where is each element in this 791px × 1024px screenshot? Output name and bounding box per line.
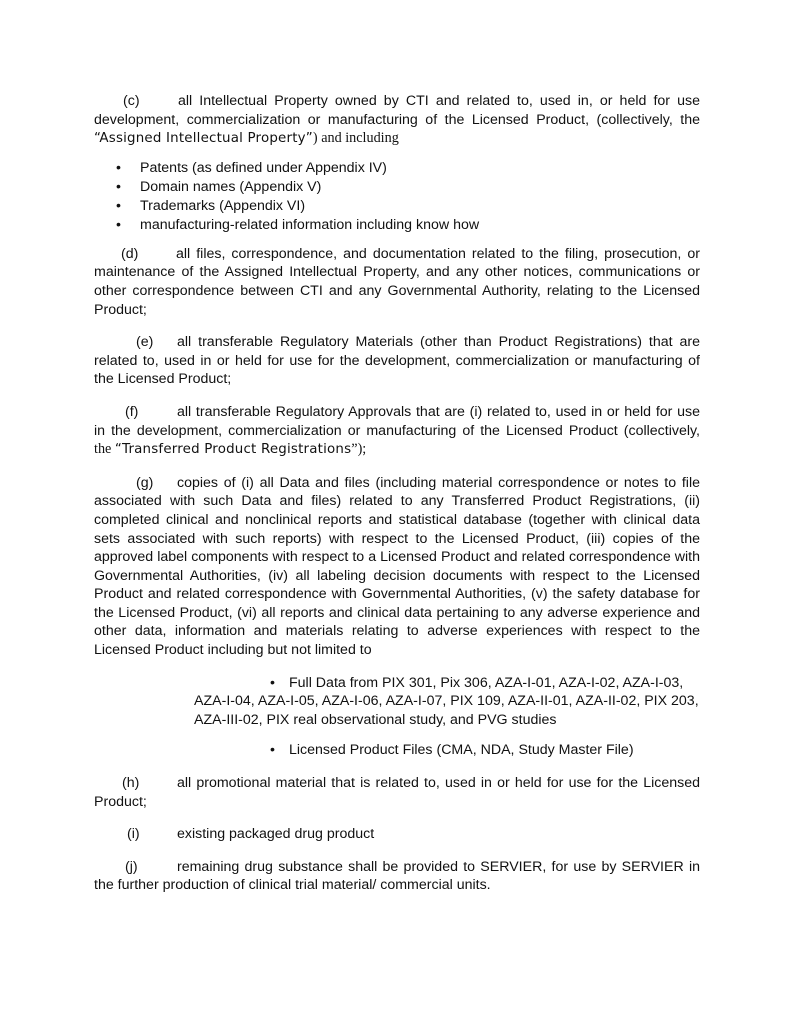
bullet-icon: • — [116, 178, 121, 195]
bullet-icon: • — [116, 197, 121, 214]
paragraph-label: (h) — [122, 775, 140, 792]
defined-term: “Transferred Product Registrations — [114, 442, 352, 458]
paragraph-label: (g) — [136, 474, 154, 491]
paragraph-c — [94, 92, 700, 149]
paragraph-label: (e) — [136, 334, 154, 351]
paragraph-text: all transferable Regulatory Approvals that are (i) related to, used in or held for use in the development, commercialization or manufacturing of the Licensed Product (collectively, — [94, 403, 700, 439]
paragraph-label: (d) — [121, 245, 139, 262]
paragraph-text: remaining drug substance shall be provided to SERVIER, for use by SERVIER in the further production of clinical trial material/ commercial units. — [94, 858, 700, 894]
list-item: • manufacturing-related information including know how — [116, 216, 480, 233]
sub-bullet-list — [94, 674, 700, 760]
list-item: • Full Data from PIX 301, Pix 306, AZA-I-01, AZA-I-02, AZA-I-03, AZA-I-04, AZA-I-05, AZA-I-06, AZA-I-07, PIX 109, AZA-II-01, AZA-II-02, PIX 203, AZA-III-02, PIX real observational study, and PVG studies — [194, 674, 699, 728]
paragraph-text: all Intellectual Property owned by CTI and related to, used in, or held for use development, commercialization or manufacturing of the Licensed Product, (collectively, the — [94, 93, 700, 128]
bullet-icon: • — [270, 742, 275, 759]
paragraph-e — [94, 333, 700, 389]
paragraph-text: all files, correspondence, and documentation related to the filing, prosecution, or maintenance of the Assigned Intellectual Property, and any other notices, communications or other correspondence between CTI and any Governmental Authority, relating to the Licensed Product; — [94, 245, 700, 318]
paragraph-h — [94, 774, 700, 811]
paragraph-tail: ”); — [351, 441, 367, 458]
paragraph-tail: ) and including — [312, 130, 399, 147]
paragraph-text: all transferable Regulatory Materials (other than Product Registrations) that are related to, used in or held for use for the development, commercialization or manufacturing of the Licensed Product; — [94, 334, 700, 388]
bullet-icon: • — [116, 159, 121, 176]
list-item: • Domain names (Appendix V) — [116, 178, 322, 195]
paragraph-label: (i) — [127, 826, 140, 843]
paragraph-text: all promotional material that is related to, used in or held for use for the Licensed Product; — [94, 775, 700, 810]
paragraph-label: (c) — [123, 93, 140, 109]
paragraph-lead: the — [94, 441, 115, 458]
paragraph-f — [94, 403, 700, 460]
paragraph-label: (f) — [125, 403, 139, 420]
paragraph-label: (j) — [125, 858, 138, 875]
bullet-icon: • — [116, 216, 121, 233]
list-item: • Patents (as defined under Appendix IV) — [116, 159, 387, 176]
paragraph-j — [94, 858, 700, 895]
paragraph-g — [94, 474, 700, 660]
list-item: • Trademarks (Appendix VI) — [116, 197, 306, 214]
bullet-list — [94, 159, 700, 235]
paragraph-d — [94, 245, 700, 319]
bullet-icon: • — [270, 674, 275, 691]
paragraph-text: copies of (i) all Data and files (including material correspondence or notes to file associated with such Data and files) related to any Transferred Product Registrations, (ii) completed clinical and nonclinical reports and statistical database (together with clinical data sets associated with such reports) with respect to the Licensed Product, (iii) copies of the approved label components with respect to a Licensed Product and related correspondence with Governmental Authorities, (iv) all labeling decision documents with respect to the Licensed Product and related correspondence with Governmental Authorities, (v) the safety database for the Licensed Product, (vi) all reports and clinical data pertaining to any adverse experience and other data, information and materials relating to adverse experiences with respect to the Licensed Product including but not limited to — [94, 474, 700, 659]
document-page — [94, 92, 700, 909]
list-item: • Licensed Product Files (CMA, NDA, Study Master File) — [270, 742, 634, 759]
defined-term: “Assigned Intellectual Property” — [94, 131, 313, 147]
paragraph-i — [94, 825, 700, 844]
paragraph-text: existing packaged drug product — [177, 826, 375, 843]
